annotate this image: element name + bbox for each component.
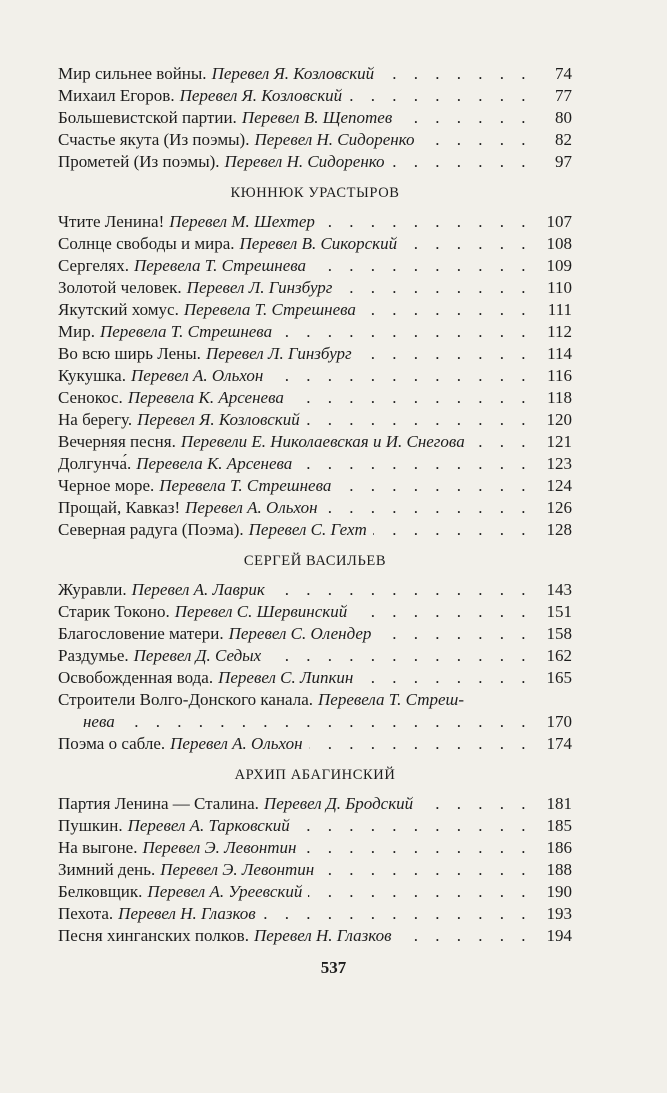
entry-translator: Перевел В. Сикорский bbox=[239, 234, 398, 253]
entry-page: 97 bbox=[555, 152, 572, 171]
dot-leader bbox=[362, 299, 532, 321]
toc-entry bbox=[58, 129, 572, 151]
entry-translator: Перевел Я. Козловский bbox=[211, 64, 375, 83]
entry-page: 107 bbox=[546, 212, 572, 231]
toc-entry bbox=[58, 881, 572, 903]
entry-page: 174 bbox=[546, 734, 572, 753]
dot-leader bbox=[359, 667, 532, 689]
entry-title: Журавли. bbox=[58, 580, 127, 599]
entry-translator: Перевел Н. Сидоренко bbox=[254, 130, 415, 149]
entry-page: 123 bbox=[546, 454, 572, 473]
toc-entry bbox=[58, 793, 572, 815]
dot-leader bbox=[419, 793, 532, 815]
toc-entry bbox=[58, 475, 572, 497]
entry-page: 151 bbox=[546, 602, 572, 621]
dot-leader bbox=[353, 601, 532, 623]
entry-title: Кукушка. bbox=[58, 366, 126, 385]
toc-section bbox=[58, 63, 572, 173]
entry-translator: Перевел С. Олендер bbox=[228, 624, 372, 643]
entry-title: На берегу. bbox=[58, 410, 133, 429]
dot-leader bbox=[380, 63, 532, 85]
entry-page: 109 bbox=[546, 256, 572, 275]
dot-leader bbox=[420, 129, 532, 151]
entry-page: 77 bbox=[555, 86, 572, 105]
entry-title: Михаил Егоров. bbox=[58, 86, 175, 105]
entry-title: Мир. bbox=[58, 322, 95, 341]
entry-page: 165 bbox=[546, 668, 572, 687]
toc-entry-continuation bbox=[58, 711, 572, 733]
dot-leader bbox=[398, 107, 532, 129]
entry-page: 118 bbox=[547, 388, 572, 407]
entry-title: Сергелях. bbox=[58, 256, 129, 275]
toc-entry bbox=[58, 733, 572, 755]
toc-section bbox=[58, 550, 572, 755]
entry-title: Раздумье. bbox=[58, 646, 129, 665]
entry-page: 124 bbox=[546, 476, 572, 495]
entry-page: 74 bbox=[555, 64, 572, 83]
entry-title: Партия Ленина — Сталина. bbox=[58, 794, 259, 813]
entry-title: Солнце свободы и мира. bbox=[58, 234, 235, 253]
toc-entry bbox=[58, 85, 572, 107]
entry-page: 110 bbox=[547, 278, 572, 297]
toc-entry bbox=[58, 837, 572, 859]
entry-page: 114 bbox=[547, 344, 572, 363]
entry-translator: Перевела Т. Стрешнева bbox=[133, 256, 307, 275]
dot-leader bbox=[290, 387, 532, 409]
entry-translator: Перевел Д. Бродский bbox=[263, 794, 414, 813]
entry-page: 193 bbox=[546, 904, 572, 923]
toc-entry bbox=[58, 277, 572, 299]
entry-page: 120 bbox=[546, 410, 572, 429]
dot-leader bbox=[269, 365, 532, 387]
entry-page: 190 bbox=[546, 882, 572, 901]
entry-title: Мир сильнее войны. bbox=[58, 64, 207, 83]
toc-entry bbox=[58, 63, 572, 85]
entry-translator: Перевел Л. Гинзбург bbox=[205, 344, 352, 363]
entry-page: 158 bbox=[546, 624, 572, 643]
dot-leader bbox=[321, 211, 532, 233]
dot-leader bbox=[296, 815, 532, 837]
dot-leader bbox=[306, 409, 532, 431]
toc-section bbox=[58, 182, 572, 541]
entry-title: Счастье якута (Из поэмы). bbox=[58, 130, 250, 149]
toc-entry bbox=[58, 409, 572, 431]
toc-entry bbox=[58, 925, 572, 947]
dot-leader bbox=[337, 475, 532, 497]
toc-entry bbox=[58, 497, 572, 519]
entry-title: Якутский хомус. bbox=[58, 300, 179, 319]
entry-page: 116 bbox=[547, 366, 572, 385]
entry-translator: Перевела Т. Стрешнева bbox=[159, 476, 332, 495]
entry-translator: Перевел Н. Глазков bbox=[118, 904, 256, 923]
entry-translator: Перевел А. Лаврик bbox=[131, 580, 265, 599]
entry-page: 128 bbox=[546, 520, 572, 539]
toc-entry bbox=[58, 387, 572, 409]
entry-page: 112 bbox=[547, 322, 572, 341]
entry-title: Старик Токоно. bbox=[58, 602, 170, 621]
entry-translator: Перевел С. Липкин bbox=[218, 668, 354, 687]
entry-title: Пушкин. bbox=[58, 816, 123, 835]
entry-page: 194 bbox=[546, 926, 572, 945]
toc-entry bbox=[58, 689, 572, 711]
entry-page: 121 bbox=[546, 432, 572, 451]
entry-page: 170 bbox=[546, 712, 572, 731]
dot-leader bbox=[121, 711, 532, 733]
entry-page: 82 bbox=[555, 130, 572, 149]
dot-leader bbox=[348, 85, 532, 107]
entry-title: Благословение матери. bbox=[58, 624, 224, 643]
entry-translator: Перевел А. Уреевский bbox=[147, 882, 303, 901]
table-of-contents bbox=[58, 63, 572, 947]
entry-translator: Перевела Т. Стрешнева bbox=[99, 322, 273, 341]
entry-title: Во всю ширь Лены. bbox=[58, 344, 201, 363]
toc-entry bbox=[58, 299, 572, 321]
entry-translator: Перевел С. Шервинский bbox=[174, 602, 348, 621]
dot-leader bbox=[391, 151, 532, 173]
entry-title: Долгунча́. bbox=[58, 454, 132, 473]
entry-page: 185 bbox=[546, 816, 572, 835]
entry-title: Золотой человек. bbox=[58, 278, 182, 297]
entry-page: 80 bbox=[555, 108, 572, 127]
author-heading: СЕРГЕЙ ВАСИЛЬЕВ bbox=[243, 553, 387, 569]
entry-title: Белковщик. bbox=[58, 882, 143, 901]
entry-page: 162 bbox=[546, 646, 572, 665]
entry-page: 126 bbox=[546, 498, 572, 517]
entry-translator: Перевели Е. Николаевская и И. Снегова bbox=[180, 432, 465, 451]
dot-leader bbox=[403, 233, 532, 255]
entry-page: 188 bbox=[546, 860, 572, 879]
dot-leader bbox=[373, 519, 532, 541]
entry-translator: Перевел Я. Козловский bbox=[179, 86, 343, 105]
entry-title: Зимний день. bbox=[58, 860, 156, 879]
entry-translator: Перевел Я. Козловский bbox=[137, 410, 300, 429]
entry-translator: Перевел Л. Гинзбург bbox=[186, 278, 333, 297]
entry-translator: Перевела К. Арсенева bbox=[127, 388, 284, 407]
entry-title: На выгоне. bbox=[58, 838, 138, 857]
entry-title: Прощай, Кавказ! bbox=[58, 498, 181, 517]
entry-translator: Перевел Э. Левонтин bbox=[160, 860, 315, 879]
entry-translator: Перевел А. Ольхон bbox=[170, 734, 303, 753]
toc-entry bbox=[58, 211, 572, 233]
toc-entry bbox=[58, 667, 572, 689]
entry-title: Сенокос. bbox=[58, 388, 123, 407]
entry-title: Песня хинганских полков. bbox=[58, 926, 249, 945]
toc-entry bbox=[58, 343, 572, 365]
dot-leader bbox=[377, 623, 532, 645]
entry-page: 181 bbox=[546, 794, 572, 813]
toc-entry bbox=[58, 623, 572, 645]
entry-page: 111 bbox=[547, 300, 572, 319]
toc-entry bbox=[58, 579, 572, 601]
toc-entry bbox=[58, 255, 572, 277]
toc-entry bbox=[58, 903, 572, 925]
toc-entry bbox=[58, 815, 572, 837]
entry-translator: Перевела Т. Стрешнева bbox=[183, 300, 356, 319]
entry-translator: Перевел М. Шехтер bbox=[169, 212, 315, 231]
toc-section bbox=[58, 764, 572, 947]
entry-translator: Перевел А. Ольхон bbox=[130, 366, 264, 385]
toc-entry bbox=[58, 453, 572, 475]
entry-title: Вечерняя песня. bbox=[58, 432, 176, 451]
author-heading: КЮННЮК УРАСТЫРОВ bbox=[230, 185, 400, 201]
toc-entry bbox=[58, 233, 572, 255]
entry-title: Северная радуга (Поэма). bbox=[58, 520, 244, 539]
dot-leader bbox=[298, 453, 532, 475]
toc-entry bbox=[58, 645, 572, 667]
dot-leader bbox=[397, 925, 532, 947]
toc-entry bbox=[58, 859, 572, 881]
entry-page: 108 bbox=[546, 234, 572, 253]
entry-translator: Перевел В. Щепотев bbox=[241, 108, 393, 127]
entry-title: Черное море. bbox=[58, 476, 155, 495]
dot-leader bbox=[358, 343, 532, 365]
toc-entry bbox=[58, 601, 572, 623]
entry-title: Строители Волго-Донского канала. bbox=[58, 690, 314, 709]
entry-translator: Перевел А. Ольхон bbox=[185, 498, 318, 517]
entry-title: Прометей (Из поэмы). bbox=[58, 152, 220, 171]
dot-leader bbox=[267, 645, 532, 667]
entry-title: Пехота. bbox=[58, 904, 114, 923]
entry-translator: Перевел Д. Седых bbox=[133, 646, 262, 665]
entry-translator: Перевел А. Тарковский bbox=[127, 816, 290, 835]
dot-leader bbox=[308, 881, 532, 903]
entry-translator: Перевел Э. Левонтин bbox=[142, 838, 297, 857]
entry-translator: Перевел Н. Сидоренко bbox=[224, 152, 385, 171]
dot-leader bbox=[303, 837, 533, 859]
dot-leader bbox=[278, 321, 532, 343]
author-heading: АРХИП АБАГИНСКИЙ bbox=[234, 767, 396, 783]
dot-leader bbox=[324, 497, 532, 519]
entry-page: 143 bbox=[546, 580, 572, 599]
toc-entry bbox=[58, 365, 572, 387]
toc-entry bbox=[58, 107, 572, 129]
dot-leader bbox=[312, 255, 532, 277]
dot-leader bbox=[471, 431, 532, 453]
dot-leader bbox=[338, 277, 532, 299]
dot-leader bbox=[262, 903, 532, 925]
entry-translator: Перевел С. Гехт bbox=[248, 520, 367, 539]
entry-title: Большевистской партии. bbox=[58, 108, 237, 127]
dot-leader bbox=[320, 859, 532, 881]
entry-translator-continuation: нева bbox=[83, 712, 115, 731]
entry-title: Чтите Ленина! bbox=[58, 212, 165, 231]
page-number: 537 bbox=[320, 958, 347, 977]
entry-translator: Перевела Т. Стреш- bbox=[318, 690, 465, 709]
toc-entry bbox=[58, 151, 572, 173]
toc-entry bbox=[58, 519, 572, 541]
entry-translator: Перевела К. Арсенева bbox=[136, 454, 293, 473]
entry-title: Поэма о сабле. bbox=[58, 734, 166, 753]
entry-translator: Перевел Н. Глазков bbox=[253, 926, 392, 945]
toc-entry bbox=[58, 321, 572, 343]
dot-leader bbox=[309, 733, 532, 755]
dot-leader bbox=[271, 579, 532, 601]
entry-page: 186 bbox=[546, 838, 572, 857]
toc-entry bbox=[58, 431, 572, 453]
entry-title: Освобожденная вода. bbox=[58, 668, 214, 687]
